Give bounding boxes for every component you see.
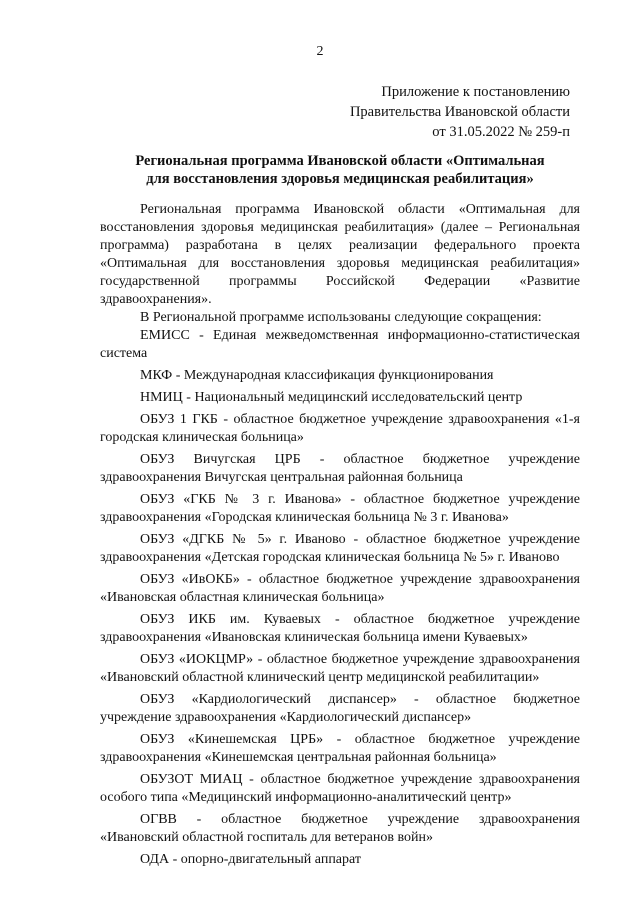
abbreviation-entry: ОБУЗ «ИвОКБ» - областное бюджетное учреждение здравоохранения «Ивановская областная клиническая больница»	[100, 572, 580, 605]
abbreviation-entry: ОБУЗ «Кардиологический диспансер» - областное бюджетное учреждение здравоохранения «Кардиологический диспансер»	[100, 692, 580, 725]
abbreviation-entry: ОБУЗОТ МИАЦ - областное бюджетное учреждение здравоохранения особого типа «Медицинский информационно-аналитический центр»	[100, 772, 580, 805]
abbreviation-entry: НМИЦ - Национальный медицинский исследовательский центр	[140, 390, 523, 405]
abbreviation-entry: МКФ - Международная классификация функционирования	[140, 368, 494, 383]
abbreviation-entry: ОДА - опорно-двигательный аппарат	[140, 852, 361, 867]
abbreviation-entry: ОБУЗ 1 ГКБ - областное бюджетное учреждение здравоохранения «1-я городская клиническая больница»	[100, 412, 580, 445]
document-title	[100, 152, 580, 188]
abbreviation-entry: ОБУЗ «ИОКЦМР» - областное бюджетное учреждение здравоохранения «Ивановский областной клинический центр медицинской реабилитации»	[100, 652, 580, 685]
abbreviation-entry: ОБУЗ «ГКБ № 3 г. Иванова» - областное бюджетное учреждение здравоохранения «Городская клиническая больница № 3 г. Иванова»	[100, 492, 580, 525]
appendix-header	[350, 82, 570, 142]
abbreviations-intro: В Региональной программе использованы следующие сокращения:	[140, 310, 542, 325]
appendix-line: Правительства Ивановской области	[349, 104, 570, 120]
appendix-line: от 31.05.2022 № 259-п	[432, 124, 570, 140]
document-body	[100, 201, 580, 873]
appendix-line: Приложение к постановлению	[381, 84, 570, 100]
abbreviation-entry: ОБУЗ «ДГКБ № 5» г. Иваново - областное бюджетное учреждение здравоохранения «Детская городская клиническая больница № 5» г. Иваново	[100, 532, 580, 565]
title-line: для восстановления здоровья медицинская реабилитация»	[146, 171, 534, 187]
abbreviation-entry: ЕМИСС - Единая межведомственная информационно-статистическая система	[100, 328, 580, 361]
page-number: 2	[316, 44, 324, 59]
abbreviation-entry: ОБУЗ «Кинешемская ЦРБ» - областное бюджетное учреждение здравоохранения «Кинешемская центральная районная больница»	[100, 732, 580, 765]
abbreviation-entry: ОБУЗ Вичугская ЦРБ - областное бюджетное учреждение здравоохранения Вичугская центральная районная больница	[100, 452, 580, 485]
abbreviation-entry: ОБУЗ ИКБ им. Куваевых - областное бюджетное учреждение здравоохранения «Ивановская клиническая больница имени Куваевых»	[100, 612, 580, 645]
title-line: Региональная программа Ивановской области «Оптимальная	[135, 153, 545, 169]
intro-paragraph: Региональная программа Ивановской области «Оптимальная для восстановления здоровья медицинская реабилитация» (далее – Региональная программа) разработана в целях реализации федерального проекта «Оптимальная для восстановления здоровья медицинская реабилитация» государственной программы Российской Федерации «Развитие здравоохранения».	[100, 202, 580, 307]
abbreviation-entry: ОГВВ - областное бюджетное учреждение здравоохранения «Ивановский областной госпиталь для ветеранов войн»	[100, 812, 580, 845]
